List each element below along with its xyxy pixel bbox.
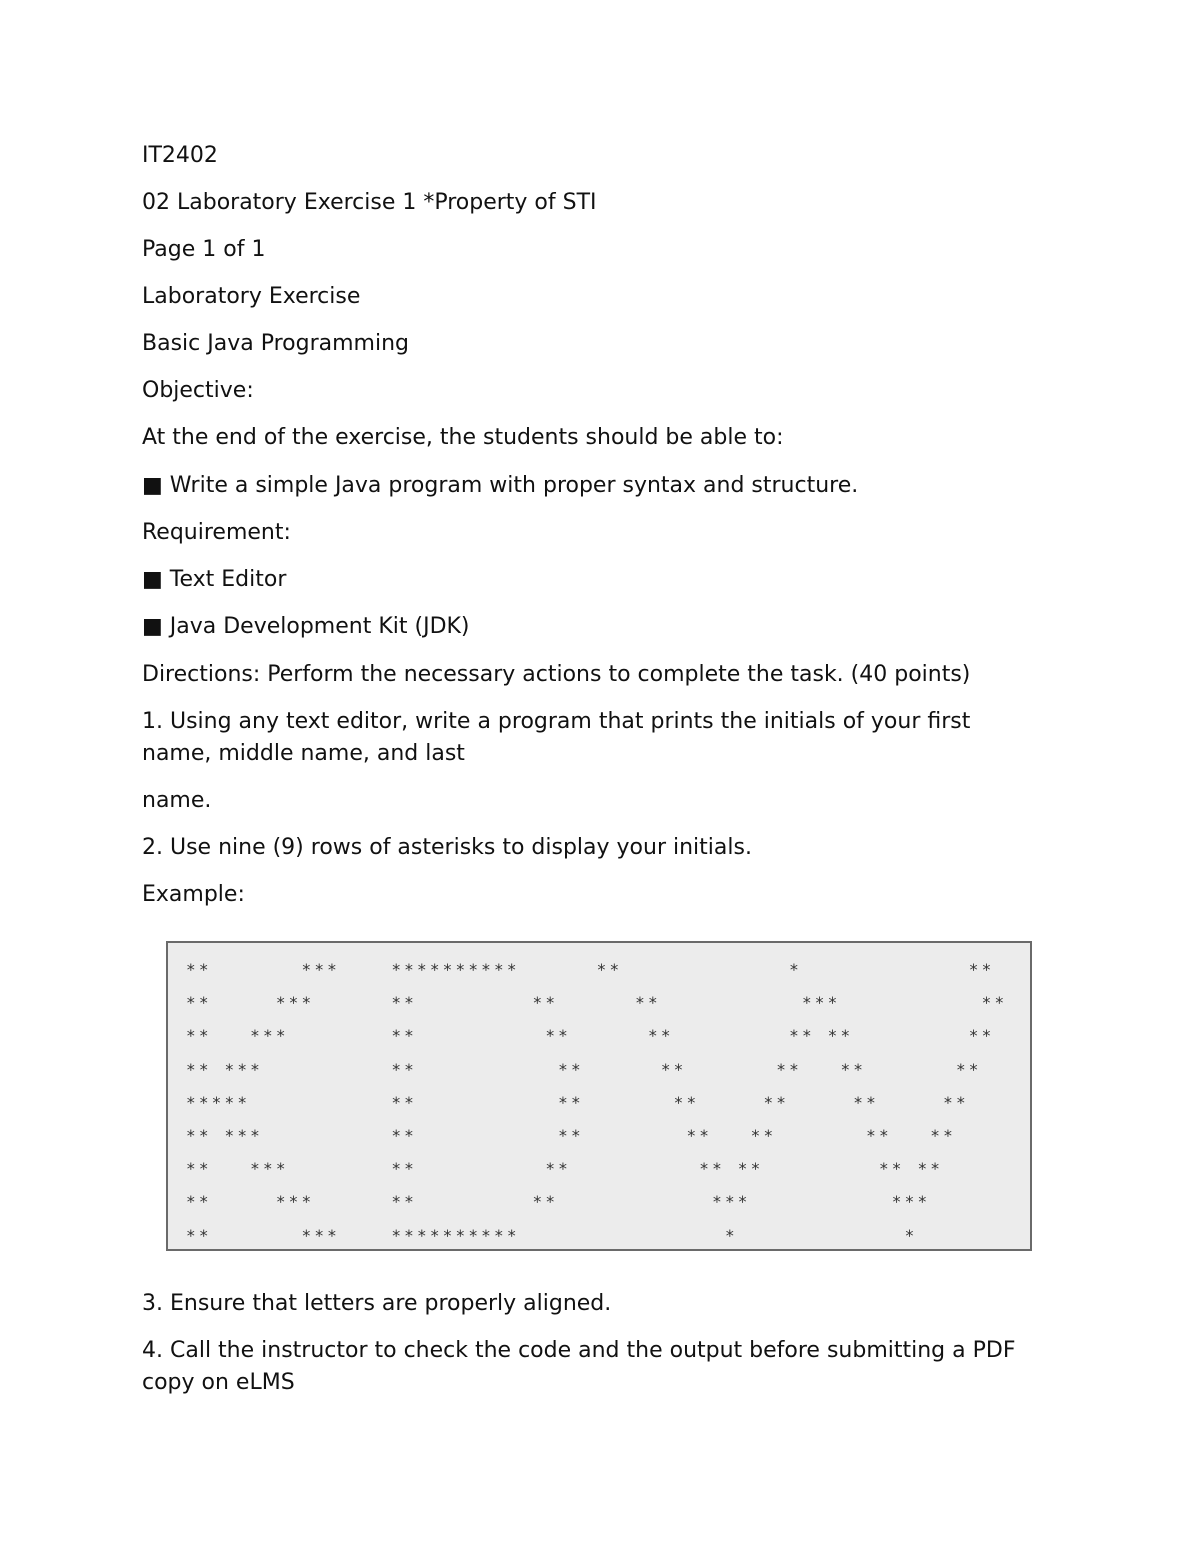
step-1: 1. Using any text editor, write a program that prints the initials of your first name, middle name, and last: [142, 709, 971, 766]
exercise-type: Laboratory Exercise: [142, 284, 361, 309]
step-3: 3. Ensure that letters are properly aligned.: [142, 1291, 612, 1316]
objective-heading: Objective:: [142, 378, 254, 403]
example-row: ** *** ** ** ** ** ** **: [186, 1059, 982, 1079]
example-row: ***** ** ** ** ** ** **: [186, 1092, 969, 1112]
example-row: ** *** ** ** ** ** ** **: [186, 1159, 944, 1179]
example-row: ** *** ** ** ** *** **: [186, 993, 1008, 1013]
requirement-item-text-editor: ■ Text Editor: [142, 567, 287, 592]
requirement-item-jdk: ■ Java Development Kit (JDK): [142, 614, 470, 639]
objective-item: ■ Write a simple Java program with proper syntax and structure.: [142, 473, 859, 498]
example-output-box: [166, 941, 1032, 1251]
example-row: ** *** ********** * *: [186, 1225, 918, 1245]
example-label: Example:: [142, 882, 245, 907]
course-code: IT2402: [142, 143, 218, 168]
step-4: 4. Call the instructor to check the code and the output before submitting a PDF copy on eLMS: [142, 1338, 1016, 1395]
directions: Directions: Perform the necessary actions to complete the task. (40 points): [142, 662, 971, 687]
header-line: 02 Laboratory Exercise 1 *Property of STI: [142, 190, 597, 215]
step-2: 2. Use nine (9) rows of asterisks to display your initials.: [142, 835, 752, 860]
example-row: ** *** ** ** ** ** ** **: [186, 1126, 956, 1146]
step-1-continuation: name.: [142, 788, 212, 813]
exercise-title: Basic Java Programming: [142, 331, 409, 356]
example-row: ** *** ** ** *** ***: [186, 1192, 931, 1212]
requirement-heading: Requirement:: [142, 520, 291, 545]
example-row: ** *** ** ** ** ** ** **: [186, 1026, 995, 1046]
example-asterisk-art: [186, 953, 1007, 1251]
objective-intro: At the end of the exercise, the students should be able to:: [142, 425, 784, 450]
example-row: ** *** ********** ** * **: [186, 960, 995, 979]
page-info: Page 1 of 1: [142, 237, 266, 262]
